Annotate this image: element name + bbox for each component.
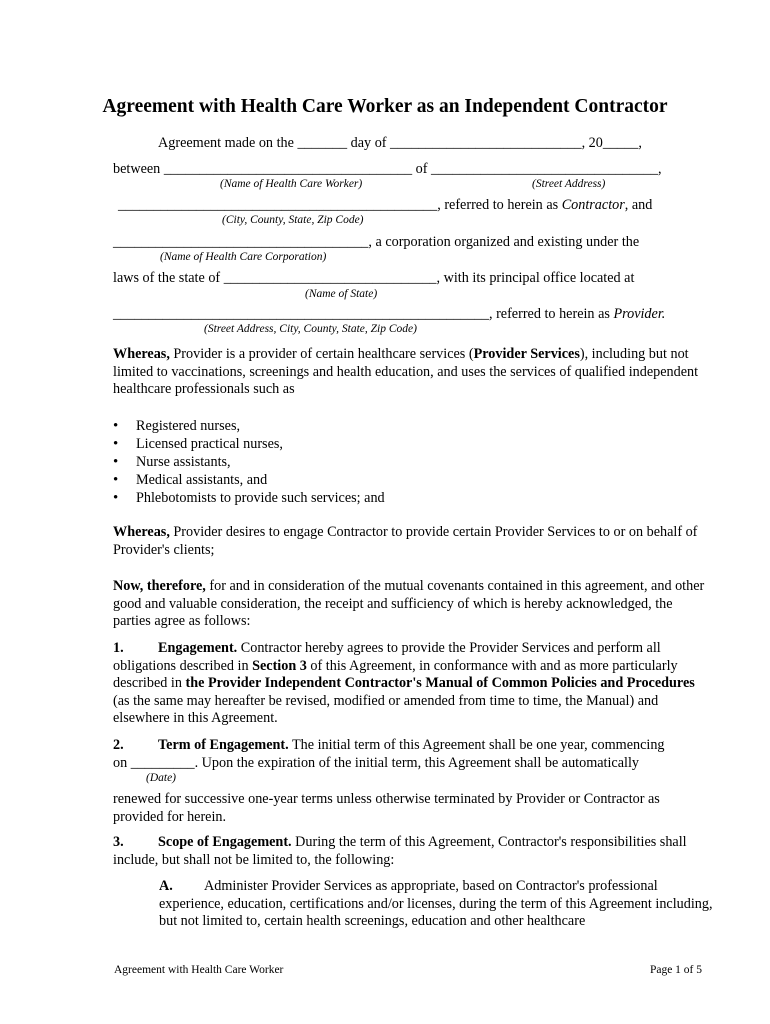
whereas-paragraph-2: Whereas, Provider desires to engage Contractor to provide certain Provider Services to or on behalf of Provider's clients;: [113, 524, 698, 558]
healthcare-professional-list: [113, 417, 385, 507]
section-3a-text: Administer Provider Services as appropriate, based on Contractor's professional experience, education, certifications and/or licenses, during the term of this Agreement including, but not limited to, certain health screenings, education and other healthcare: [159, 878, 713, 929]
section-3-scope: 3. Scope of Engagement. During the term of this Agreement, Contractor's responsibilities shall include, but shall not be limited to, the following:: [113, 834, 687, 868]
caption-city-county: (City, County, State, Zip Code): [222, 214, 364, 226]
caption-state-name: (Name of State): [305, 288, 378, 300]
list-item: • Phlebotomists to provide such services; and: [113, 489, 385, 507]
footer-page-number: Page 1 of 5: [649, 964, 702, 976]
section-3a-label: A.: [159, 878, 173, 894]
section-2-line-2: on _________. Upon the expiration of the initial term, this Agreement shall be automatically: [113, 755, 640, 771]
caption-date: (Date): [146, 772, 177, 784]
section-2-continuation: renewed for successive one-year terms unless otherwise terminated by Provider or Contractor as provided for herein.: [113, 791, 660, 825]
document-title: Agreement with Health Care Worker as an Independent Contractor: [102, 96, 668, 117]
caption-corporation-name: (Name of Health Care Corporation): [160, 251, 327, 263]
caption-full-address: (Street Address, City, County, State, Zip Code): [204, 323, 417, 335]
caption-worker-name: (Name of Health Care Worker): [220, 178, 363, 190]
whereas-paragraph-1: Whereas, Provider is a provider of certain healthcare services (Provider Services), including but not limited to vaccinations, screenings and health education, and uses the services of qualified independent healthcare professionals such as: [113, 346, 699, 397]
now-therefore-paragraph: Now, therefore, for and in consideration of the mutual covenants contained in this agreement, and other good and valuable consideration, the receipt and sufficiency of which is hereby acknowledged, the parties agree as follows:: [113, 578, 705, 629]
list-item: • Registered nurses,: [113, 417, 385, 435]
section-1-engagement: 1. Engagement. Contractor hereby agrees to provide the Provider Services and perform all obligations described in Section 3 of this Agreement, in conformance with and as more particularly described in the Provider Independent Contractor's Manual of Common Policies and Procedures (as the same may hereafter be revised, modified or amended from time to time, the Manual) and elsewhere in this Agreement.: [113, 640, 695, 726]
list-item: • Medical assistants, and: [113, 471, 385, 489]
intro-line-contractor: _____________________________________________, referred to herein as Contractor, and: [118, 197, 653, 213]
intro-line-corporation: ____________________________________, a corporation organized and existing under the: [113, 234, 640, 250]
list-item: • Nurse assistants,: [113, 453, 385, 471]
intro-line-provider: _____________________________________________________, referred to herein as Provider.: [113, 306, 666, 322]
caption-street-address: (Street Address): [532, 178, 606, 190]
intro-line-date: Agreement made on the _______ day of ___________________________, 20_____,: [158, 135, 642, 151]
intro-line-between: between ___________________________________ of ________________________________,: [113, 161, 662, 177]
footer-document-name: Agreement with Health Care Worker: [114, 964, 284, 976]
list-item: • Licensed practical nurses,: [113, 435, 385, 453]
intro-line-state: laws of the state of ______________________________, with its principal office located at: [113, 270, 635, 286]
section-2-line-1: 2. Term of Engagement. The initial term of this Agreement shall be one year, commencing: [113, 737, 665, 753]
